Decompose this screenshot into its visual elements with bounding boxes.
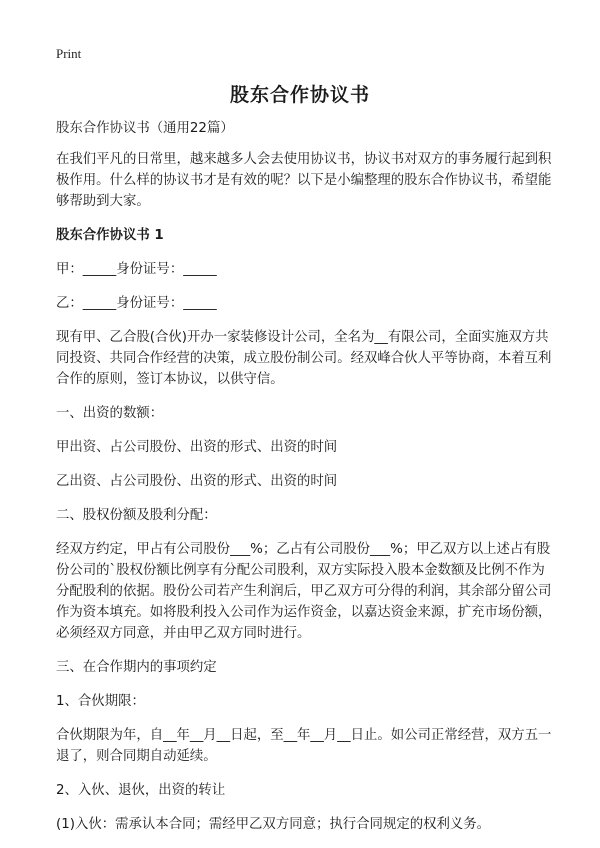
document-subtitle: 股东合作协议书（通用22篇） [56,121,234,136]
party-a-line: 甲：_____身份证号：_____ [56,262,217,277]
preamble-paragraph: 现有甲、乙合股(合伙)开办一家装修设计公司，全名为__有限公司，全面实施双方共同投资、共同合作经营的决策，成立股份制公司。经双峰合伙人平等协商，本着互利合作的原则，签订本协议，以供守信。 [56,330,552,387]
clause-3-2-title: 2、入伙、退伙，出资的转让 [56,783,226,798]
party-b-line: 乙：_____身份证号：_____ [56,296,217,311]
clause-3-1-title: 1、合伙期限： [56,694,145,709]
clause-1-item-a: 甲出资、占公司股份、出资的形式、出资的时间 [56,440,338,455]
clause-3-1-body: 合伙期限为年，自__年__月__日起，至__年__月__日止。如公司正常经营，双方五一退了，则合同期自动延续。 [56,728,552,764]
clause-3-2-item-1: (1)入伙：需承认本合同；需经甲乙双方同意；执行合同规定的权利义务。 [56,817,491,832]
clause-1-item-b: 乙出资、占公司股份、出资的形式、出资的时间 [56,474,338,489]
clause-3-title: 三、在合作期内的事项约定 [56,660,217,675]
page-title: 股东合作协议书 [229,84,370,106]
clause-2-title: 二、股权份额及股利分配： [56,508,217,523]
section-heading: 股东合作协议书 1 [56,228,164,243]
intro-paragraph: 在我们平凡的日常里，越来越多人会去使用协议书，协议书对双方的事务履行起到积极作用。什么样的协议书才是有效的呢？以下是小编整理的股东合作协议书，希望能够帮助到大家。 [56,152,552,209]
clause-1-title: 一、出资的数额： [56,406,164,421]
clause-2-body: 经双方约定，甲占有公司股份___%；乙占有公司股份___%；甲乙双方以上述占有股份公司的`股权份额比例享有分配公司股利，双方实际投入股本金数额及比例不作为分配股利的依据。股份公司若产生利润后，甲乙双方可分得的利润，其余部分留公司作为资本填充。如将股利投入公司作为运作资金，以嘉达资金来源，扩充市场份额，必须经双方同意，并由甲乙双方同时进行。 [56,542,552,641]
document-body [56,118,556,848]
print-label: Print [56,46,82,61]
